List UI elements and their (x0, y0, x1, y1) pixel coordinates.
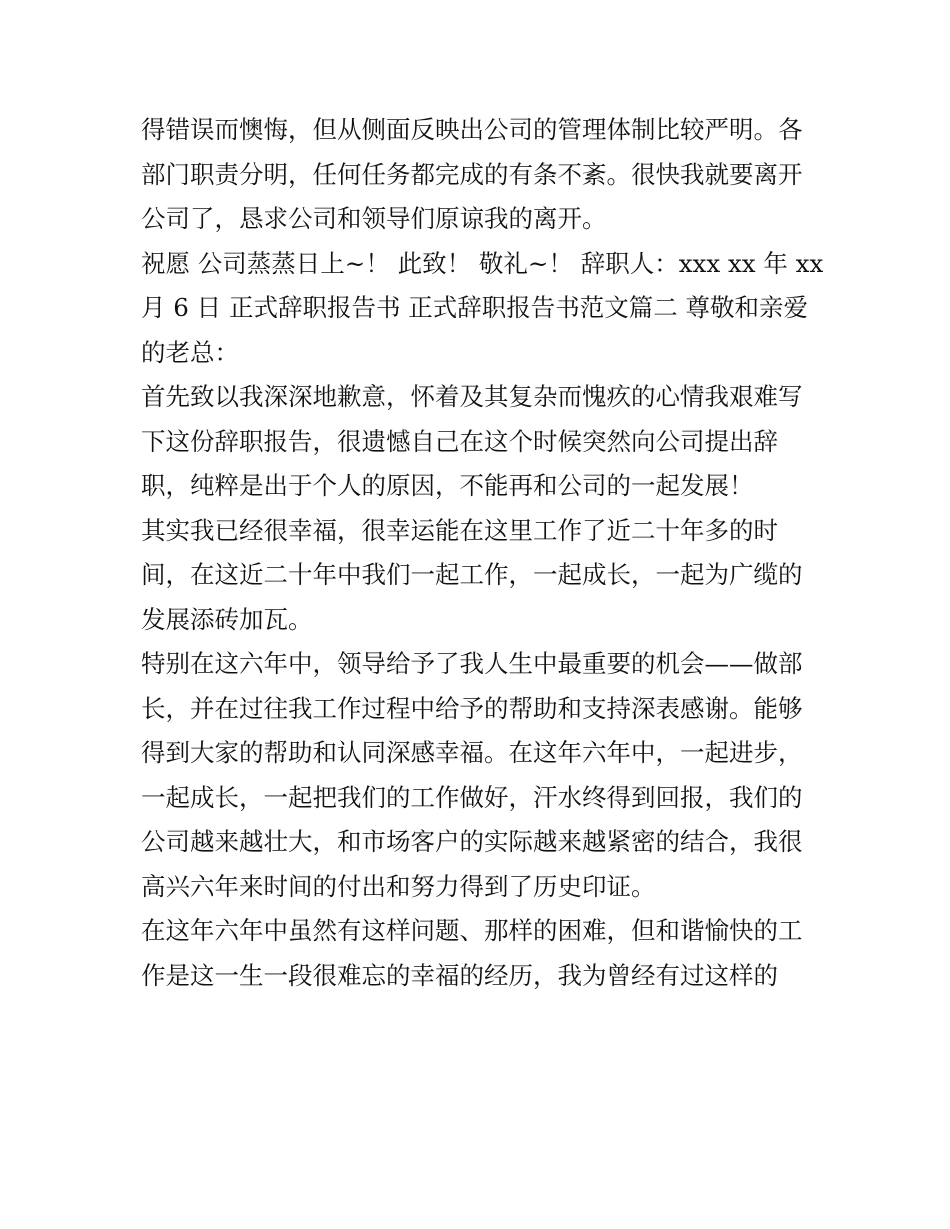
text-line: 高兴六年来时间的付出和努力得到了历史印证。 (141, 871, 656, 901)
paragraph (141, 375, 821, 509)
document-body (141, 108, 824, 998)
paragraph (141, 242, 824, 376)
text-line: 在这年六年中虽然有这样问题、那样的困难，但和谐愉快的工 (141, 916, 803, 945)
text-line: 首先致以我深深地歉意，怀着及其复杂而愧疚的心情我艰难写 (141, 382, 803, 411)
paragraph (141, 909, 821, 998)
paragraph (141, 108, 821, 242)
text-line: 公司了，恳求公司和领导们原谅我的离开。 (141, 204, 607, 233)
text-line: 月 6 日 正式辞职报告书 正式辞职报告书范文篇二 尊敬和亲爱 (141, 293, 809, 322)
paragraph (141, 642, 821, 909)
text-line: 职，纯粹是出于个人的原因，不能再和公司的一起发展！ (141, 471, 754, 500)
text-line: 得错误而懊悔，但从侧面反映出公司的管理体制比较严明。各 (141, 115, 803, 144)
text-line: 间，在这近二十年中我们一起工作，一起成长，一起为广缆的 (141, 560, 803, 589)
text-line: 特别在这六年中，领导给予了我人生中最重要的机会——做部 (141, 649, 803, 678)
text-line: 祝愿 公司蒸蒸日上~！ 此致！ 敬礼~！ 辞职人：xxx xx 年 xx (141, 248, 824, 278)
text-line: 部门职责分明，任何任务都完成的有条不紊。很快我就要离开 (141, 159, 803, 189)
text-line: 其实我已经很幸福，很幸运能在这里工作了近二十年多的时 (141, 515, 778, 545)
text-line: 发展添砖加瓦。 (141, 604, 313, 634)
text-line: 得到大家的帮助和认同深感幸福。在这年六年中，一起进步， (141, 738, 803, 767)
text-line: 作是这一生一段很难忘的幸福的经历，我为曾经有过这样的 (141, 960, 778, 990)
paragraph (141, 509, 821, 643)
text-line: 下这份辞职报告，很遗憾自己在这个时候突然向公司提出辞 (141, 426, 778, 456)
text-line: 的老总： (141, 337, 239, 367)
text-line: 长，并在过往我工作过程中给予的帮助和支持深表感谢。能够 (141, 693, 803, 723)
text-line: 公司越来越壮大，和市场客户的实际越来越紧密的结合，我很 (141, 827, 803, 856)
text-line: 一起成长，一起把我们的工作做好，汗水终得到回报，我们的 (141, 782, 803, 812)
